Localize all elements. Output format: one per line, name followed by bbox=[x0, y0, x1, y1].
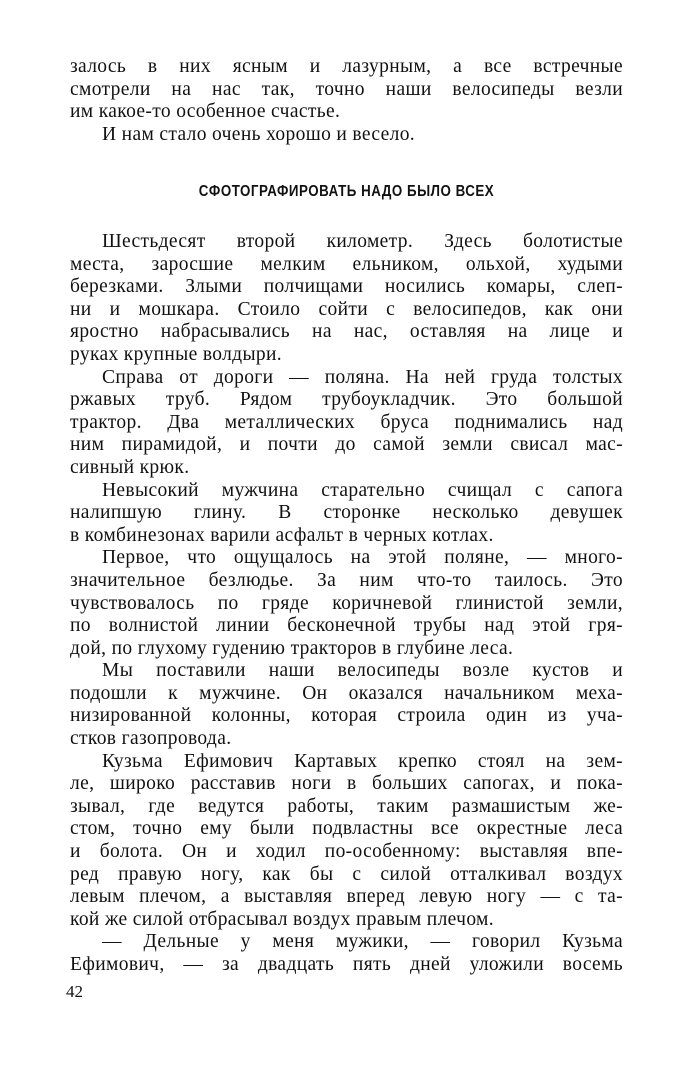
top-paragraph bbox=[70, 56, 623, 146]
body-text bbox=[70, 231, 623, 977]
text-line: березками. Злыми полчищами носились комары, слеп- bbox=[70, 276, 623, 298]
text-line: им какое-то особенное счастье. bbox=[70, 101, 341, 123]
text-line: стков газопровода. bbox=[70, 728, 232, 750]
text-line: дой, по глухому гудению тракторов в глубине леса. bbox=[70, 637, 514, 659]
page-number: 42 bbox=[66, 982, 83, 1001]
text-line: кой же силой отбрасывал воздух правым плечом. bbox=[70, 908, 494, 930]
text-line: ни и мошкара. Стоило сойти с велосипедов, как они bbox=[70, 298, 623, 320]
paragraph bbox=[70, 367, 623, 480]
text-line: зывал, где ведутся работы, таким размашистым же- bbox=[70, 795, 623, 817]
text-line: трактор. Два металлических бруса поднимались над bbox=[70, 411, 623, 433]
paragraph bbox=[70, 547, 623, 660]
text-line: смотрели на нас так, точно наши велосипеды везли bbox=[70, 78, 623, 100]
text-line: залось в них ясным и лазурным, а все встречные bbox=[70, 56, 623, 77]
text-line: Ефимович, — за двадцать пять дней уложили восемь bbox=[70, 954, 623, 975]
text-line: ред правую ногу, как бы с силой отталкивал воздух bbox=[70, 863, 623, 885]
text-line: руках крупные волдыри. bbox=[70, 343, 283, 365]
text-line: налипшую глину. В сторонке несколько девушек bbox=[70, 502, 623, 524]
paragraph bbox=[70, 660, 623, 750]
text-line: — Дельные у меня мужики, — говорил Кузьма bbox=[102, 931, 623, 953]
text-line: Мы поставили наши велосипеды возле кустов и bbox=[102, 660, 623, 682]
text-line: чувствовалось по гряде коричневой глинистой земли, bbox=[70, 592, 623, 614]
text-line: Невысокий мужчина старательно счищал с сапога bbox=[102, 479, 623, 501]
text-line: Справа от дороги — поляна. На ней груда толстых bbox=[102, 366, 623, 388]
text-line: по волнистой линии бесконечной трубы над этой гря- bbox=[70, 615, 623, 637]
text-line: места, заросшие мелким ельником, ольхой, худыми bbox=[70, 253, 623, 275]
text-line: левым плечом, а выставляя вперед левую ногу — с та- bbox=[70, 886, 623, 908]
text-line: подошли к мужчине. Он оказался начальником меха- bbox=[70, 682, 623, 704]
text-line: и болота. Он и ходил по-особенному: выставляя впе- bbox=[70, 841, 623, 863]
paragraph bbox=[70, 231, 623, 367]
text-line: ржавых труб. Рядом трубоукладчик. Это большой bbox=[70, 389, 623, 411]
section-heading: СФОТОГРАФИРОВАТЬ НАДО БЫЛО ВСЕХ bbox=[198, 183, 495, 200]
paragraph bbox=[70, 751, 623, 932]
text-line: в комбинезонах варили асфальт в черных котлах. bbox=[70, 524, 494, 546]
text-line: Первое, что ощущалось на этой поляне, — много- bbox=[102, 547, 623, 569]
text-line: низированной колонны, которая строила один из уча- bbox=[70, 705, 623, 727]
paragraph bbox=[70, 931, 623, 976]
text-line: И нам стало очень хорошо и весело. bbox=[102, 123, 416, 145]
text-line: стом, точно ему были подвластны все окрестные леса bbox=[70, 818, 623, 840]
text-line: ним пирамидой, и почти до самой земли свисал мас- bbox=[70, 434, 623, 456]
paragraph bbox=[70, 480, 623, 548]
text-line: Шестьдесят второй километр. Здесь болотистые bbox=[102, 231, 623, 252]
text-line: сивный крюк. bbox=[70, 456, 190, 478]
text-line: значительное безлюдье. За ним что-то таилось. Это bbox=[70, 569, 623, 591]
text-line: ле, широко расставив ноги в больших сапогах, и пока- bbox=[70, 773, 623, 795]
text-line: Кузьма Ефимович Картавых крепко стоял на зем- bbox=[102, 750, 623, 772]
text-line: яростно набрасывались на нас, оставляя на лице и bbox=[70, 321, 623, 343]
